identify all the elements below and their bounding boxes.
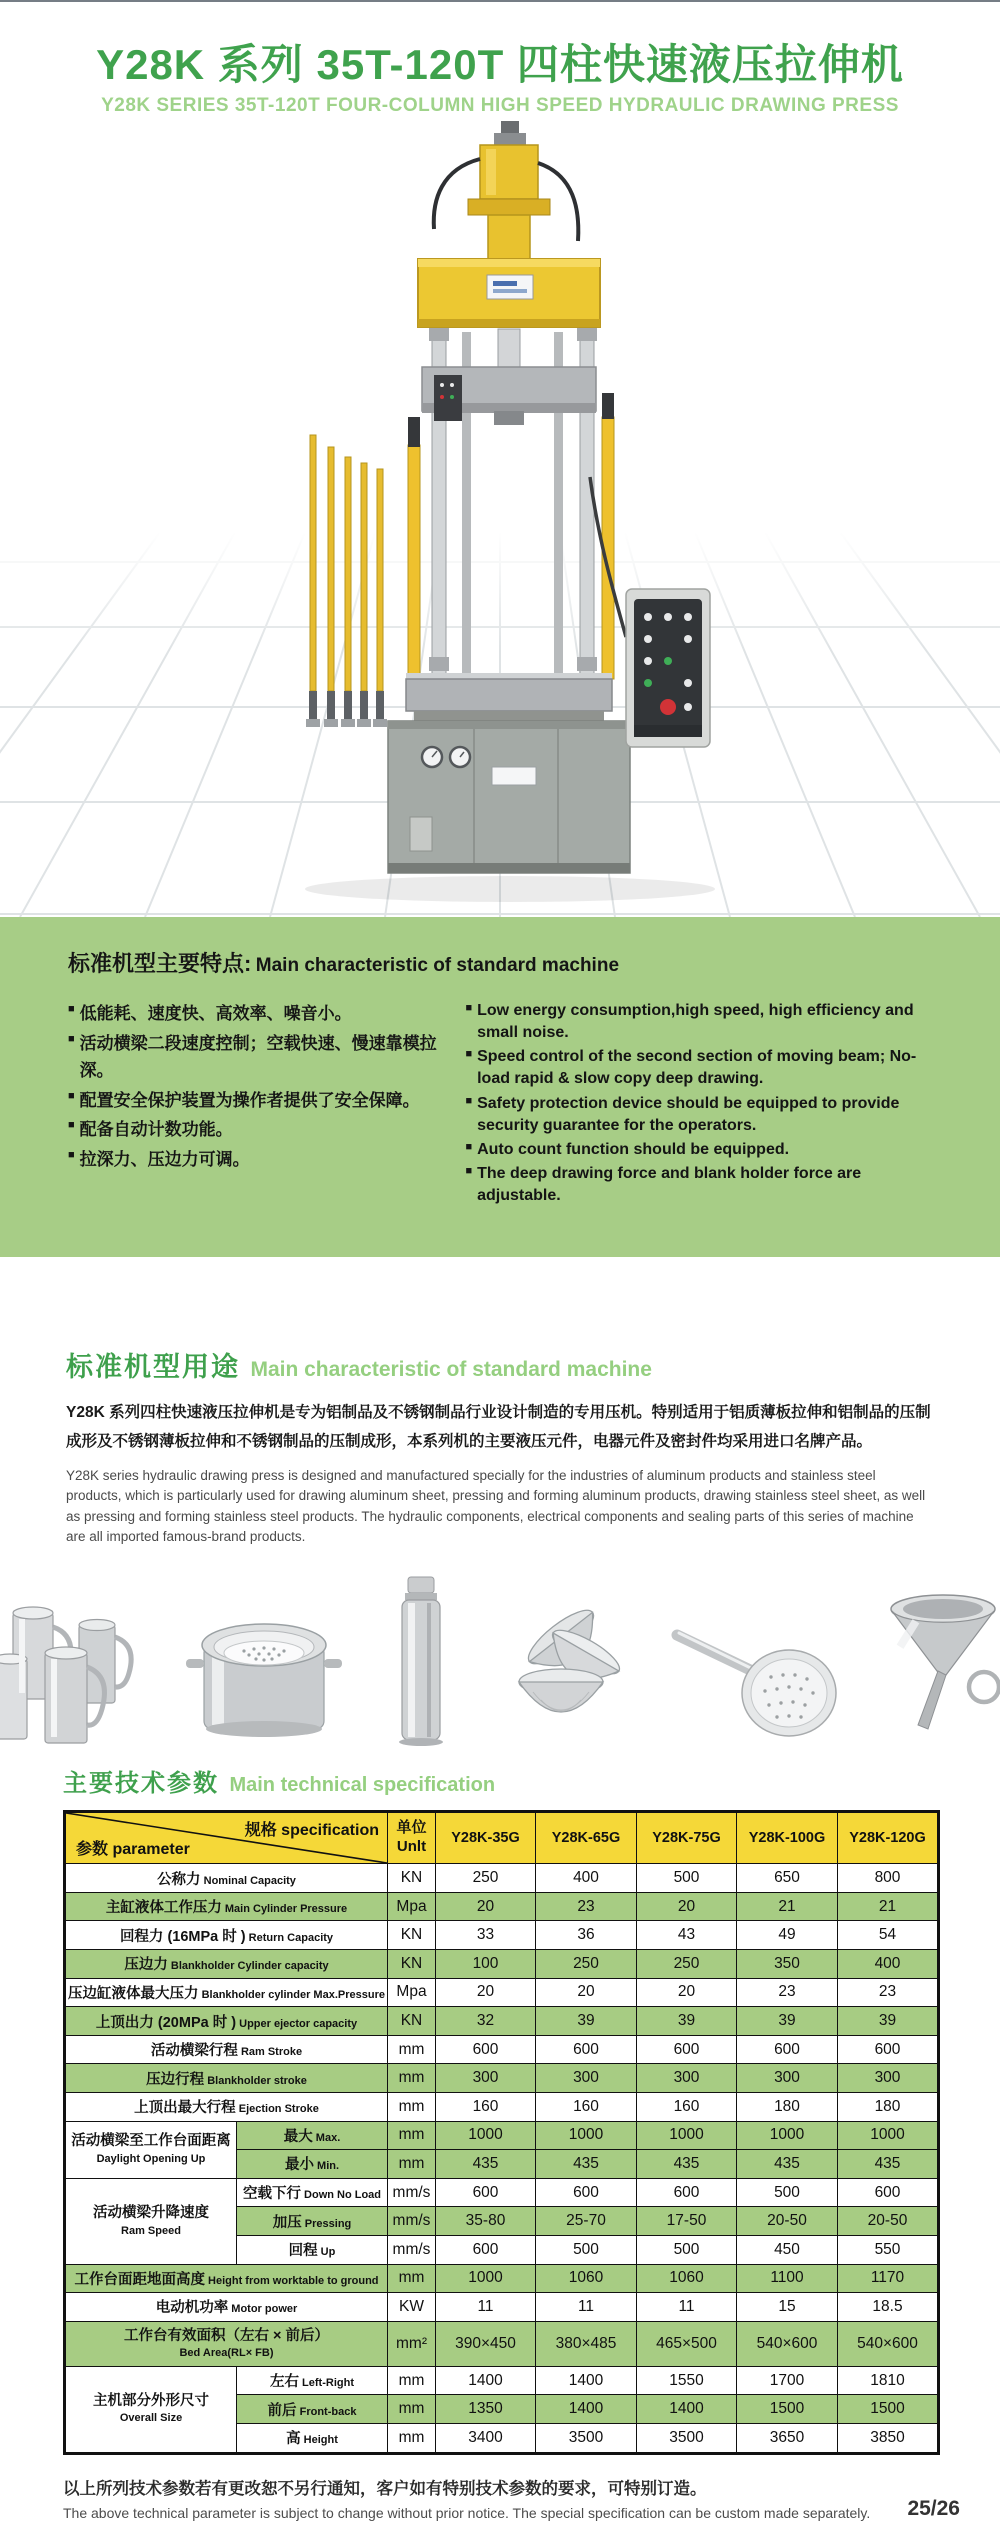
spec-value: 550 [838,2235,939,2264]
spec-value: 23 [536,1892,637,1921]
spec-value: 33 [436,1921,536,1950]
unit-header-en: Unlt [396,1838,427,1856]
spec-param-label: 工作台有效面积（左右 × 前后） Bed Area(RL× FB) [65,2321,388,2366]
spec-value: 1350 [436,2395,536,2424]
spec-value: 600 [436,2178,536,2207]
spec-value: 390×450 [436,2321,536,2366]
feature-bullet [465,1093,932,1137]
bullet-text: Auto count function should be equipped. [477,1140,790,1158]
spec-unit: mm [388,2366,436,2395]
spec-value: 20 [536,1978,637,2007]
spec-value: 435 [436,2150,536,2179]
spec-value: 1000 [637,2121,737,2150]
model-column-header: Y28K-35G [436,1812,536,1864]
features-heading [68,947,932,978]
spec-value: 32 [436,2007,536,2036]
features-heading-en: Main characteristic of standard machine [255,955,620,977]
spec-value: 100 [436,1950,536,1979]
spec-value: 600 [536,2178,637,2207]
spec-param-label: 压边缸液体最大压力 Blankholder cylinder Max.Pressure [65,1978,388,2007]
spec-unit: mm [388,2064,436,2093]
usage-heading-cn: 标准机型用途 [66,1351,240,1382]
spec-value: 3650 [737,2423,838,2453]
spec-value: 250 [536,1950,637,1979]
spec-value: 21 [838,1892,939,1921]
spec-row [65,2064,939,2093]
spec-value: 1500 [737,2395,838,2424]
work-table [406,673,612,721]
spec-value: 600 [838,2178,939,2207]
spec-value: 180 [737,2092,838,2121]
spec-value: 1400 [536,2366,637,2395]
vacuum-flask-photo [375,1575,465,1747]
spec-row [65,1892,939,1921]
spec-unit: mm [388,2264,436,2293]
usage-paragraph-cn: Y28K 系列四柱快速液压拉伸机是专为铝制品及不锈钢制品行业设计制造的专用压机。特别适用于铝质薄板拉伸和铝制品的压制成形及不锈钢薄板拉伸和不锈钢制品的压制成形，本系列机的主要液压元件，电器元件及密封件均采用进口名牌产品。 [66,1403,931,1450]
spec-unit: KW [388,2293,436,2322]
usage-heading [66,1345,934,1384]
spec-value: 1000 [838,2121,939,2150]
spec-value: 300 [737,2064,838,2093]
feature-bullet [68,1146,445,1174]
spec-param-label: 高 Height [237,2423,388,2453]
spec-value: 25-70 [536,2207,637,2236]
spec-value: 39 [536,2007,637,2036]
spec-value: 450 [737,2235,838,2264]
spec-value: 600 [637,2035,737,2064]
spec-param-label: 加压 Pressing [237,2207,388,2236]
spec-unit: Mpa [388,1978,436,2007]
features-list-cn [68,1000,465,1209]
spec-value: 540×600 [737,2321,838,2366]
spec-param-label: 电动机功率 Motor power [65,2293,388,2322]
spec-value: 1810 [838,2366,939,2395]
spec-value: 1000 [536,2121,637,2150]
feature-bullet [68,1000,445,1028]
spec-row [65,2366,939,2395]
spec-value: 600 [737,2035,838,2064]
spec-unit: Mpa [388,1892,436,1921]
bullet-text: Low energy consumption,high speed, high efficiency and small noise. [477,1002,914,1042]
bullet-text: 低能耗、速度快、高效率、噪音小。 [79,1004,352,1024]
spec-param-label: 公称力 Nominal Capacity [65,1864,388,1893]
spec-value: 1500 [838,2395,939,2424]
spec-param-label: 回程 Up [237,2235,388,2264]
spec-row [65,2264,939,2293]
spec-value: 435 [838,2150,939,2179]
spec-param-label: 左右 Left-Right [237,2366,388,2395]
usage-paragraph-en: Y28K series hydraulic drawing press is designed and manufactured specially for the industries of aluminum products and stainless steel products, which is particularly used for drawing aluminum sheet, pressing and forming aluminum products, drawing stainless steel sheet, as well as pressing and forming stainless steel products. The hydraulic components, electrical components and sealing parts of this series of machine are all imported famous-brand products. [66,1468,926,1544]
spec-value: 3500 [637,2423,737,2453]
usage-section [0,1345,1000,1547]
spec-value: 11 [436,2293,536,2322]
top-cylinder [434,121,579,259]
bullet-square-icon: ■ [68,1032,75,1045]
bullet-square-icon: ■ [465,1140,473,1153]
spec-value: 1000 [737,2121,838,2150]
spec-param-label: 上顶出最大行程 Ejection Stroke [65,2092,388,2121]
spec-unit: mm/s [388,2235,436,2264]
spec-value: 1060 [637,2264,737,2293]
steamer-pot-photo [179,1597,349,1747]
spec-unit: mm/s [388,2207,436,2236]
spec-table-body [65,1864,939,2453]
usage-heading-en: Main characteristic of standard machine [250,1357,652,1381]
spec-value: 400 [536,1864,637,1893]
spec-value: 500 [637,1864,737,1893]
spec-value: 49 [737,1921,838,1950]
spec-row [65,2321,939,2366]
spec-unit: mm [388,2092,436,2121]
spec-value: 380×485 [536,2321,637,2366]
spec-value: 39 [838,2007,939,2036]
spec-unit: KN [388,1921,436,1950]
feature-bullet [465,1000,932,1044]
page-top-rule [0,0,1000,2]
model-column-header: Y28K-100G [737,1812,838,1864]
specs-heading [63,1763,937,1798]
stainless-funnel-photo [868,1579,1000,1747]
spec-value: 23 [838,1978,939,2007]
spec-unit: mm [388,2121,436,2150]
bullet-text: The deep drawing force and blank holder force are adjustable. [477,1164,862,1204]
spec-row [65,1921,939,1950]
spec-unit: KN [388,1950,436,1979]
spec-value: 600 [536,2035,637,2064]
hydraulic-press-photo [282,117,742,912]
spec-row [65,2178,939,2207]
spec-value: 1400 [436,2366,536,2395]
oil-pipes [306,435,387,727]
model-column-header: Y28K-75G [637,1812,737,1864]
spec-value: 300 [536,2064,637,2093]
spec-value: 3500 [536,2423,637,2453]
features-heading-cn: 标准机型主要特点: [68,951,252,977]
feature-bullet [465,1163,932,1207]
spec-value: 1060 [536,2264,637,2293]
bullet-square-icon: ■ [68,1148,75,1161]
spec-value: 18.5 [838,2293,939,2322]
spec-param-label: 最大 Max. [237,2121,388,2150]
spec-value: 20 [436,1892,536,1921]
stainless-bowls-photo [491,1592,641,1747]
spec-value: 20 [637,1892,737,1921]
page-header [0,2,1000,117]
spec-value: 17-50 [637,2207,737,2236]
spec-value: 1400 [637,2395,737,2424]
spec-value: 3400 [436,2423,536,2453]
spec-value: 20-50 [838,2207,939,2236]
spec-unit: KN [388,2007,436,2036]
top-beam [418,259,600,327]
bullet-text: 配置安全保护装置为操作者提供了安全保障。 [79,1090,420,1110]
spec-unit: mm² [388,2321,436,2366]
spec-row [65,1950,939,1979]
model-column-header: Y28K-65G [536,1812,637,1864]
product-photos-strip [0,1575,1000,1747]
spec-row [65,2007,939,2036]
spec-value: 1400 [536,2395,637,2424]
unit-column-header [388,1812,436,1864]
spec-param-label: 最小 Min. [237,2150,388,2179]
spec-row [65,2092,939,2121]
specs-heading-cn: 主要技术参数 [63,1770,219,1798]
page-footer [0,2475,1000,2521]
spec-value: 36 [536,1921,637,1950]
spec-value: 500 [737,2178,838,2207]
spec-value: 23 [737,1978,838,2007]
spec-row [65,2121,939,2150]
spec-value: 1550 [637,2366,737,2395]
spec-value: 400 [838,1950,939,1979]
footer-note-en: The above technical parameter is subject to change without prior notice. The special specification can be custom made separately. [63,2504,871,2521]
spec-value: 20 [436,1978,536,2007]
spec-unit: mm [388,2423,436,2453]
bullet-square-icon: ■ [68,1003,75,1016]
spec-value: 15 [737,2293,838,2322]
spec-value: 600 [637,2178,737,2207]
base-cabinet [388,721,630,873]
spec-group-label: 主机部分外形尺寸 Overall Size [65,2366,237,2453]
spec-param-label: 上顶出力 (20MPa 时 ) Upper ejector capacity [65,2007,388,2036]
bullet-square-icon: ■ [68,1089,75,1102]
spec-value: 250 [436,1864,536,1893]
bullet-text: 活动横梁二段速度控制；空载快速、慢速靠模拉深。 [79,1033,437,1081]
spec-row [65,2293,939,2322]
spec-value: 160 [436,2092,536,2121]
spec-param-label: 空载下行 Down No Load [237,2178,388,2207]
bullet-text: Safety protection device should be equipped to provide security guarantee for the operators. [477,1094,900,1134]
spec-value: 650 [737,1864,838,1893]
spec-value: 300 [838,2064,939,2093]
features-section [0,917,1000,1257]
unit-header-cn: 单位 [396,1819,427,1837]
spec-value: 160 [536,2092,637,2121]
spec-value: 435 [536,2150,637,2179]
spec-value: 3850 [838,2423,939,2453]
feature-bullet [465,1139,932,1161]
spec-value: 540×600 [838,2321,939,2366]
bullet-square-icon: ■ [68,1119,75,1132]
corner-param-label: 参数 parameter [76,1841,190,1859]
spec-param-label: 压边力 Blankholder Cylinder capacity [65,1950,388,1979]
spec-header-row [65,1812,939,1864]
corner-spec-label: 规格 specification [244,1822,379,1840]
page-title: Y28K 系列 35T-120T 四柱快速液压拉伸机 [96,41,904,88]
spec-value: 21 [737,1892,838,1921]
spec-value: 500 [536,2235,637,2264]
page-number: 25/26 [907,2496,960,2520]
skimmer-ladle-photo [667,1597,842,1747]
spec-value: 300 [637,2064,737,2093]
spec-value: 435 [637,2150,737,2179]
spec-value: 600 [838,2035,939,2064]
spec-value: 54 [838,1921,939,1950]
spec-row [65,1978,939,2007]
stainless-steel-mugs-photo [0,1597,153,1747]
spec-param-label: 工作台面距地面高度 Height from worktable to ground [65,2264,388,2293]
spec-value: 20 [637,1978,737,2007]
spec-param-label: 活动横梁行程 Ram Stroke [65,2035,388,2064]
moving-beam [422,367,596,425]
spec-unit: mm [388,2035,436,2064]
spec-group-label: 活动横梁升降速度 Ram Speed [65,2178,237,2264]
features-list-en [465,1000,932,1209]
spec-unit: mm [388,2395,436,2424]
spec-value: 39 [637,2007,737,2036]
spec-value: 1170 [838,2264,939,2293]
spec-value: 600 [436,2235,536,2264]
spec-unit: mm [388,2150,436,2179]
spec-group-label: 活动横梁至工作台面距离 Daylight Opening Up [65,2121,237,2178]
spec-value: 39 [737,2007,838,2036]
machine-photo-stage [0,117,1000,917]
feature-bullet [68,1087,445,1115]
bullet-text: 拉深力、压边力可调。 [79,1149,250,1169]
bullet-square-icon: ■ [465,1094,473,1107]
spec-value: 350 [737,1950,838,1979]
bullet-square-icon: ■ [465,1002,473,1015]
spec-unit: KN [388,1864,436,1893]
spec-value: 11 [637,2293,737,2322]
feature-bullet [68,1116,445,1144]
specs-heading-en: Main technical specification [229,1774,496,1797]
feature-bullet [68,1030,445,1085]
spec-value: 435 [737,2150,838,2179]
spec-row [65,1864,939,1893]
spec-value: 465×500 [637,2321,737,2366]
spec-param-label: 主缸液体工作压力 Main Cylinder Pressure [65,1892,388,1921]
spec-value: 11 [536,2293,637,2322]
bullet-text: 配备自动计数功能。 [79,1120,233,1140]
spec-value: 35-80 [436,2207,536,2236]
spec-value: 160 [637,2092,737,2121]
spec-value: 20-50 [737,2207,838,2236]
spec-value: 180 [838,2092,939,2121]
spec-param-label: 压边行程 Blankholder stroke [65,2064,388,2093]
spec-value: 1000 [436,2121,536,2150]
spec-corner-cell [65,1812,388,1864]
model-column-header: Y28K-120G [838,1812,939,1864]
spec-value: 300 [436,2064,536,2093]
bullet-text: Speed control of the second section of moving beam; No-load rapid & slow copy deep drawing. [477,1048,917,1088]
spec-param-label: 前后 Front-back [237,2395,388,2424]
spec-value: 800 [838,1864,939,1893]
spec-table [63,1810,940,2454]
specs-section [0,1763,1000,2454]
spec-value: 250 [637,1950,737,1979]
spec-value: 1100 [737,2264,838,2293]
spec-value: 1700 [737,2366,838,2395]
spec-unit: mm/s [388,2178,436,2207]
spec-value: 43 [637,1921,737,1950]
bullet-square-icon: ■ [465,1048,473,1061]
spec-param-label: 回程力 (16MPa 时 ) Return Capacity [65,1921,388,1950]
spec-value: 600 [436,2035,536,2064]
spec-value: 500 [637,2235,737,2264]
page-subtitle: Y28K SERIES 35T-120T FOUR-COLUMN HIGH SPEED HYDRAULIC DRAWING PRESS [101,95,899,117]
footer-note-cn: 以上所列技术参数若有更改恕不另行通知，客户如有特别技术参数的要求，可特别订造。 [63,2479,707,2498]
bullet-square-icon: ■ [465,1164,473,1177]
feature-bullet [465,1046,932,1090]
spec-value: 1000 [436,2264,536,2293]
spec-row [65,2035,939,2064]
